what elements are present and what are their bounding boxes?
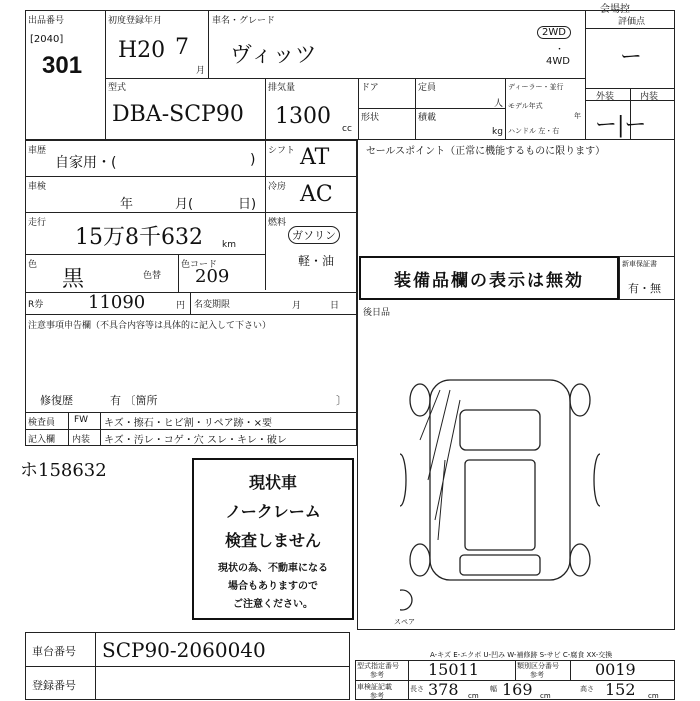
color-label: 色	[28, 260, 38, 270]
cert-label: 車検証記載	[357, 683, 392, 691]
model-label: 型式	[108, 83, 127, 93]
reg-year: H20	[118, 38, 166, 63]
inspect-day: 日)	[238, 197, 257, 212]
inspector-label: 検査員	[28, 418, 56, 428]
ext-int-value: ー|ー	[595, 113, 647, 138]
fuel-diesel: 軽・油	[298, 254, 335, 268]
ref-label-2: 参考	[530, 671, 544, 679]
disp-unit: cc	[342, 124, 352, 134]
width-label: 幅	[490, 685, 497, 693]
drive-2wd: 2WD	[537, 26, 571, 39]
load-unit: kg	[492, 127, 503, 137]
int-items: キズ・汚レ・コゲ・穴 スレ・キレ・破レ	[104, 435, 287, 446]
reg-label: 初度登録年月	[108, 16, 163, 26]
shape-label: 形状	[361, 113, 380, 123]
chassis-label: 車台番号	[32, 645, 76, 658]
year-unit: 年	[574, 112, 581, 120]
inspect-year: 年	[120, 197, 134, 212]
recycle-label: R券	[28, 300, 44, 310]
load-label: 積載	[418, 113, 437, 123]
dealer-label: ディーラー・並行	[508, 83, 564, 91]
handwritten-note: ホ158632	[20, 460, 107, 481]
recycle-unit: 円	[176, 301, 186, 311]
int-label: 内装	[640, 92, 659, 102]
shift-value: AT	[300, 145, 330, 170]
repair-value: 有 〔箇所	[110, 394, 158, 407]
door-label: ドア	[361, 83, 379, 93]
car-trunk	[460, 555, 540, 575]
recycle-value: 11090	[88, 292, 146, 313]
score-label: 評価点	[618, 17, 646, 27]
nc-month: 月	[292, 301, 302, 311]
capacity-label: 定員	[418, 83, 437, 93]
spare-label: スペア	[394, 618, 415, 626]
drive-4wd: 4WD	[546, 56, 570, 67]
stamp-line1: 現状車	[248, 473, 297, 492]
height-value: 152	[605, 680, 636, 699]
nc-day: 日	[330, 301, 340, 311]
width-unit: cm	[540, 692, 551, 700]
sales-label: セールスポイント（正常に機能するものに限ります）	[366, 146, 606, 157]
class-no-label: 類別区分番号	[517, 662, 559, 670]
handle-label: ハンドル 左・右	[508, 127, 560, 135]
lot-code: [2040]	[30, 34, 64, 45]
use-label: 車歴	[28, 146, 47, 156]
equip-notice	[359, 256, 619, 300]
name-change-label: 名変期限	[194, 300, 231, 310]
reg-month: 7	[175, 35, 189, 60]
equip-notice-text: 装備品欄の表示は無効	[394, 270, 584, 291]
wheel-fl	[410, 384, 430, 416]
name-label: 車名・グレード	[212, 16, 276, 26]
stamp-line5: 場合もありますので	[228, 581, 318, 592]
shift-label: シフト	[268, 146, 296, 156]
type-no-label: 型式指定番号	[357, 662, 399, 670]
car-name: ヴィッツ	[230, 43, 317, 68]
mileage-unit: km	[222, 240, 236, 250]
model-value: DBA-SCP90	[112, 102, 244, 127]
inspect-month: 月(	[175, 197, 194, 212]
use-value: 自家用・(	[55, 155, 117, 171]
interior-label: 内装	[72, 435, 91, 445]
wheel-rr	[570, 544, 590, 576]
height-label: 高さ	[580, 685, 594, 693]
fuel-gas: ガソリン	[288, 226, 340, 244]
capacity-unit: 人	[494, 99, 504, 109]
height-unit: cm	[648, 692, 659, 700]
ref-label-1: 参考	[370, 671, 384, 679]
reg-no-label: 登録番号	[32, 679, 76, 692]
as-is-stamp	[192, 458, 354, 620]
stamp-line4: 現状の為、不動車になる	[218, 563, 328, 574]
wheel-rl	[410, 544, 430, 576]
color-code-label: 色コード	[181, 260, 218, 270]
fuel-label: 燃料	[268, 218, 287, 228]
width-value: 169	[502, 680, 533, 699]
type-no-value: 15011	[428, 660, 479, 679]
stamp-line2: ノークレーム	[225, 502, 321, 521]
color-value: 黒	[62, 267, 85, 292]
stamp-line6: ご注意ください。	[233, 599, 313, 610]
score-value: ー	[620, 45, 643, 70]
ac-value: AC	[300, 182, 333, 207]
chassis-value: SCP90-2060040	[102, 638, 266, 662]
stamp-line3: 検査しません	[224, 531, 321, 550]
fw-label: FW	[74, 415, 89, 425]
later-label: 後日品	[363, 308, 391, 318]
month-unit: 月	[196, 66, 206, 76]
length-unit: cm	[468, 692, 479, 700]
class-no-value: 0019	[595, 660, 636, 679]
top-right-stamp: 会場控	[600, 4, 630, 15]
disp-value: 1300	[275, 104, 331, 129]
car-roof	[465, 460, 535, 550]
use-close: )	[250, 152, 256, 168]
length-value: 378	[428, 680, 459, 699]
length-label: 長さ	[410, 685, 424, 693]
ext-label: 外装	[596, 92, 615, 102]
mileage-value: 15万8千632	[75, 225, 203, 250]
drive-dot: ・	[555, 45, 565, 55]
car-hood	[460, 410, 540, 450]
color-code-value: 209	[195, 266, 230, 287]
ac-label: 冷房	[268, 182, 287, 192]
recorder-label: 記入欄	[28, 435, 56, 445]
notes-label: 注意事項申告欄（不具合内容等は具体的に記入して下さい）	[28, 321, 272, 331]
model-year-label: モデル年式	[508, 102, 543, 110]
lot-label: 出品番号	[28, 16, 65, 26]
ref-label-3: 参考	[370, 692, 384, 700]
disp-label: 排気量	[268, 83, 296, 93]
legend: A-キズ E-エクボ U-凹み W-補修跡 S-サビ C-腐食 XX-交換	[430, 651, 613, 659]
lot-number: 301	[42, 52, 83, 79]
color-num-label: 色替	[143, 271, 162, 281]
repair-close: 〕	[336, 394, 347, 407]
mileage-label: 走行	[28, 218, 47, 228]
fw-items: キズ・擦石・ヒビ割・リペア跡・×要	[104, 418, 272, 429]
wheel-fr	[570, 384, 590, 416]
spare-tire	[400, 590, 412, 610]
warranty-label: 新車保証書	[622, 260, 657, 268]
warranty-value: 有・無	[628, 282, 661, 295]
inspect-label: 車検	[28, 182, 47, 192]
repair-label: 修復歴	[40, 394, 73, 407]
car-diagram	[400, 360, 600, 625]
